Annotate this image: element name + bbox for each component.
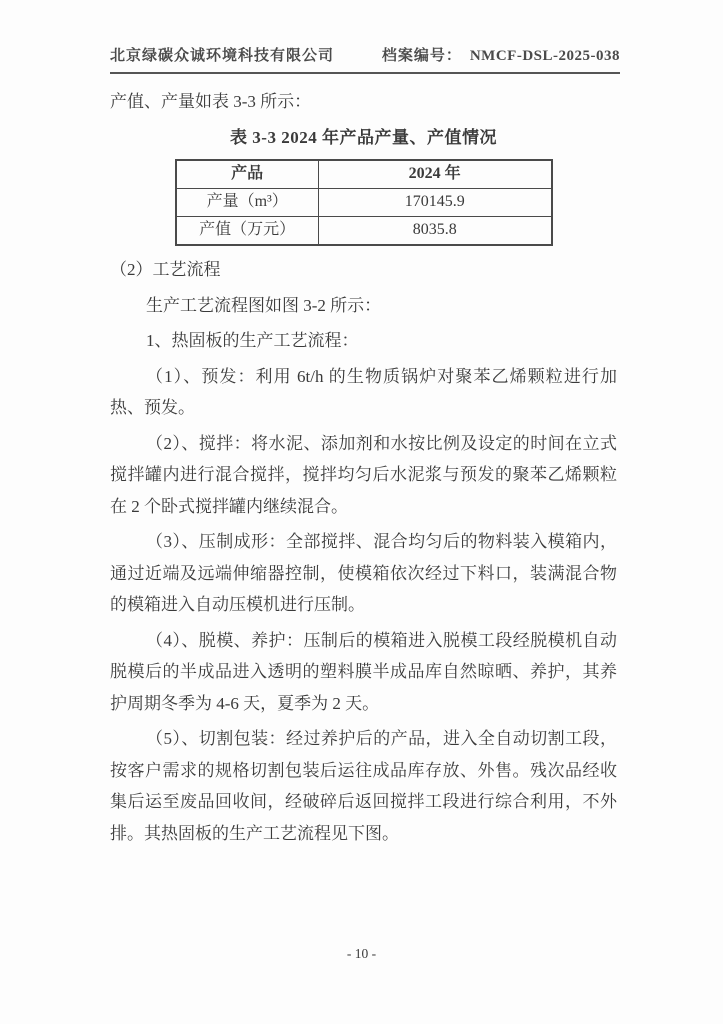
table-cell-value-label: 产值（万元） — [176, 217, 319, 246]
table-row — [176, 189, 552, 217]
paragraph-step-2: （2）、搅拌：将水泥、添加剂和水按比例及设定的时间在立式搅拌罐内进行混合搅拌，搅拌均匀后水泥浆与预发的聚苯乙烯颗粒在 2 个卧式搅拌罐内继续混合。 — [110, 433, 617, 516]
table-header-year: 2024 年 — [318, 160, 551, 189]
paragraph-step-1: （1）、预发：利用 6t/h 的生物质锅炉对聚苯乙烯颗粒进行加热、预发。 — [110, 366, 617, 417]
table-caption: 表 3-3 2024 年产品产量、产值情况 — [230, 127, 497, 147]
table-cell-output-value: 170145.9 — [318, 189, 551, 217]
table-header-product: 产品 — [176, 160, 319, 189]
table-header-row — [176, 160, 552, 189]
production-table — [175, 159, 553, 246]
archive-number-group — [382, 44, 620, 65]
paragraph-step-5: （5）、切割包装：经过养护后的产品，进入全自动切割工段，按客户需求的规格切割包装后运往成品库存放、外售。残次品经收集后运至废品回收间，经破碎后返回搅拌工段进行综合利用，不外排。其热固板的生产工艺流程见下图。 — [110, 729, 617, 843]
page-header — [110, 44, 620, 74]
company-name: 北京绿碳众诚环境科技有限公司 — [110, 48, 335, 64]
paragraph-step-3: （3）、压制成形：全部搅拌、混合均匀后的物料装入模箱内，通过近端及远端伸缩器控制，使模箱依次经过下料口，装满混合物的模箱进入自动压模机进行压制。 — [110, 532, 617, 614]
paragraph-board-process-heading: 1、热固板的生产工艺流程： — [146, 331, 359, 350]
paragraph-flowchart-ref: 生产工艺流程图如图 3-2 所示： — [146, 295, 382, 315]
paragraph-step-4: （4）、脱模、养护：压制后的模箱进入脱模工段经脱模机自动脱模后的半成品进入透明的塑料膜半成品库自然晾晒、养护，其养护周期冬季为 4-6 天，夏季为 2 天。 — [110, 630, 617, 713]
table-row — [176, 217, 552, 246]
paragraph-process-heading: （2）工艺流程 — [110, 260, 221, 279]
document-body — [110, 86, 617, 853]
intro-line: 产值、产量如表 3-3 所示： — [110, 92, 312, 111]
archive-number: NMCF-DSL-2025-038 — [469, 48, 620, 64]
table-cell-value-value: 8035.8 — [318, 217, 551, 246]
page-number: - 10 - — [346, 946, 377, 961]
archive-label: 档案编号： — [381, 48, 462, 64]
table-cell-output-label: 产量（m³） — [176, 189, 319, 217]
